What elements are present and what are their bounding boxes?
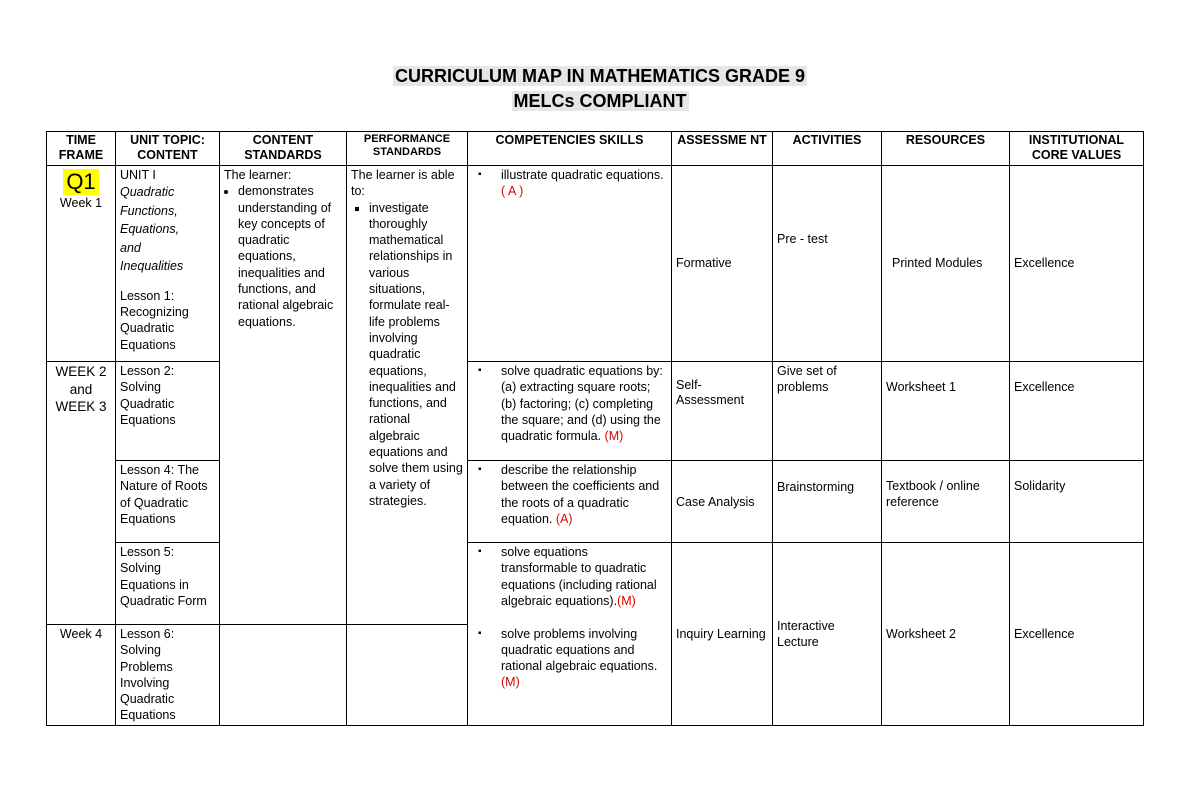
- header-time-frame: TIME FRAME: [47, 132, 116, 166]
- assessment-cell: Case Analysis: [672, 461, 773, 543]
- lesson-1: Lesson 1: Recognizing Quadratic Equations: [120, 288, 189, 352]
- lesson-5: Lesson 5: Solving Equations in Quadratic Form: [116, 543, 220, 625]
- assessment-cell: Inquiry Learning: [672, 543, 773, 726]
- assessment-cell: Self-Assessment: [672, 362, 773, 461]
- content-standards-cell: The learner: • demonstrates understanding of key concepts of quadratic equations, inequalities and functions, and rational algebraic equations.: [220, 166, 347, 625]
- core-value-cell: Excellence: [1010, 362, 1144, 461]
- empty-cell: [220, 625, 347, 726]
- empty-cell: [347, 625, 468, 726]
- unit-topic-cell: UNIT I Quadratic Functions, Equations, and Inequalities Lesson 1: Recognizing Quadratic Equations: [116, 166, 220, 362]
- time-frame-week4: Week 4: [47, 625, 116, 726]
- unit-name: Quadratic Functions, Equations, and Inequalities: [120, 185, 184, 274]
- resource-cell: Textbook / online reference: [882, 461, 1010, 543]
- quarter-badge: Q1: [63, 169, 98, 195]
- resource-cell: Printed Modules: [882, 166, 1010, 362]
- core-value-cell: Solidarity: [1010, 461, 1144, 543]
- header-core-values: INSTITUTIONAL CORE VALUES: [1010, 132, 1144, 166]
- competency-cell: ▪ illustrate quadratic equations. ( A ): [468, 166, 672, 362]
- header-assessment: ASSESSME NT: [672, 132, 773, 166]
- resource-cell: Worksheet 1: [882, 362, 1010, 461]
- header-activities: ACTIVITIES: [773, 132, 882, 166]
- table-row: [47, 362, 1144, 461]
- competency-cell: ▪ solve problems involving quadratic equations and rational algebraic equations. (M): [468, 625, 672, 726]
- table-row: [47, 543, 1144, 625]
- lesson-4: Lesson 4: The Nature of Roots of Quadratic Equations: [116, 461, 220, 543]
- assessment-cell: Formative: [672, 166, 773, 362]
- header-row: [47, 132, 1144, 166]
- page-subtitle: MELCs COMPLIANT: [513, 91, 687, 111]
- curriculum-table: [46, 131, 1144, 726]
- table-row: [47, 461, 1144, 543]
- activity-cell: Brainstorming: [773, 461, 882, 543]
- activity-cell: Interactive Lecture: [773, 543, 882, 726]
- performance-standards-cell: The learner is able to: ▪ investigate thoroughly mathematical relationships in various situations, formulate real-life problems involving quadratic equations, inequalities and functions, and rational algebraic equations and solve them using a variety of strategies.: [347, 166, 468, 625]
- core-value-cell: Excellence: [1010, 166, 1144, 362]
- resource-cell: Worksheet 2: [882, 543, 1010, 726]
- competency-cell: ▪ solve equations transformable to quadratic equations (including rational algebraic equations).(M): [468, 543, 672, 625]
- performance-standard-item: ▪ investigate thoroughly mathematical relationships in various situations, formulate real-life problems involving quadratic equations, inequalities and functions, and rational algebraic equations and solve them using a variety of strategies.: [369, 200, 463, 510]
- table-row: [47, 166, 1144, 362]
- activity-cell: Pre - test: [773, 166, 882, 362]
- time-frame-week1: Q1 Week 1: [47, 166, 116, 362]
- page-title: CURRICULUM MAP IN MATHEMATICS GRADE 9: [395, 66, 805, 86]
- lesson-6: Lesson 6: Solving Problems Involving Quadratic Equations: [116, 625, 220, 726]
- competency-cell: ▪ describe the relationship between the coefficients and the roots of a quadratic equation. (A): [468, 461, 672, 543]
- header-unit-topic: UNIT TOPIC: CONTENT: [116, 132, 220, 166]
- competency-cell: ▪ solve quadratic equations by: (a) extracting square roots; (b) factoring; (c) completing the square; and (d) using the quadratic formula. (M): [468, 362, 672, 461]
- time-frame-week23: WEEK 2 and WEEK 3: [47, 362, 116, 625]
- content-standard-item: • demonstrates understanding of key concepts of quadratic equations, inequalities and functions, and rational algebraic equations.: [238, 183, 342, 330]
- core-value-cell: Excellence: [1010, 543, 1144, 726]
- header-competencies: COMPETENCIES SKILLS: [468, 132, 672, 166]
- header-content-standards: CONTENT STANDARDS: [220, 132, 347, 166]
- header-resources: RESOURCES: [882, 132, 1010, 166]
- activity-cell: Give set of problems: [773, 362, 882, 461]
- lesson-2: Lesson 2: Solving Quadratic Equations: [116, 362, 220, 461]
- header-performance-standards: PERFORMANCE STANDARDS: [347, 132, 468, 166]
